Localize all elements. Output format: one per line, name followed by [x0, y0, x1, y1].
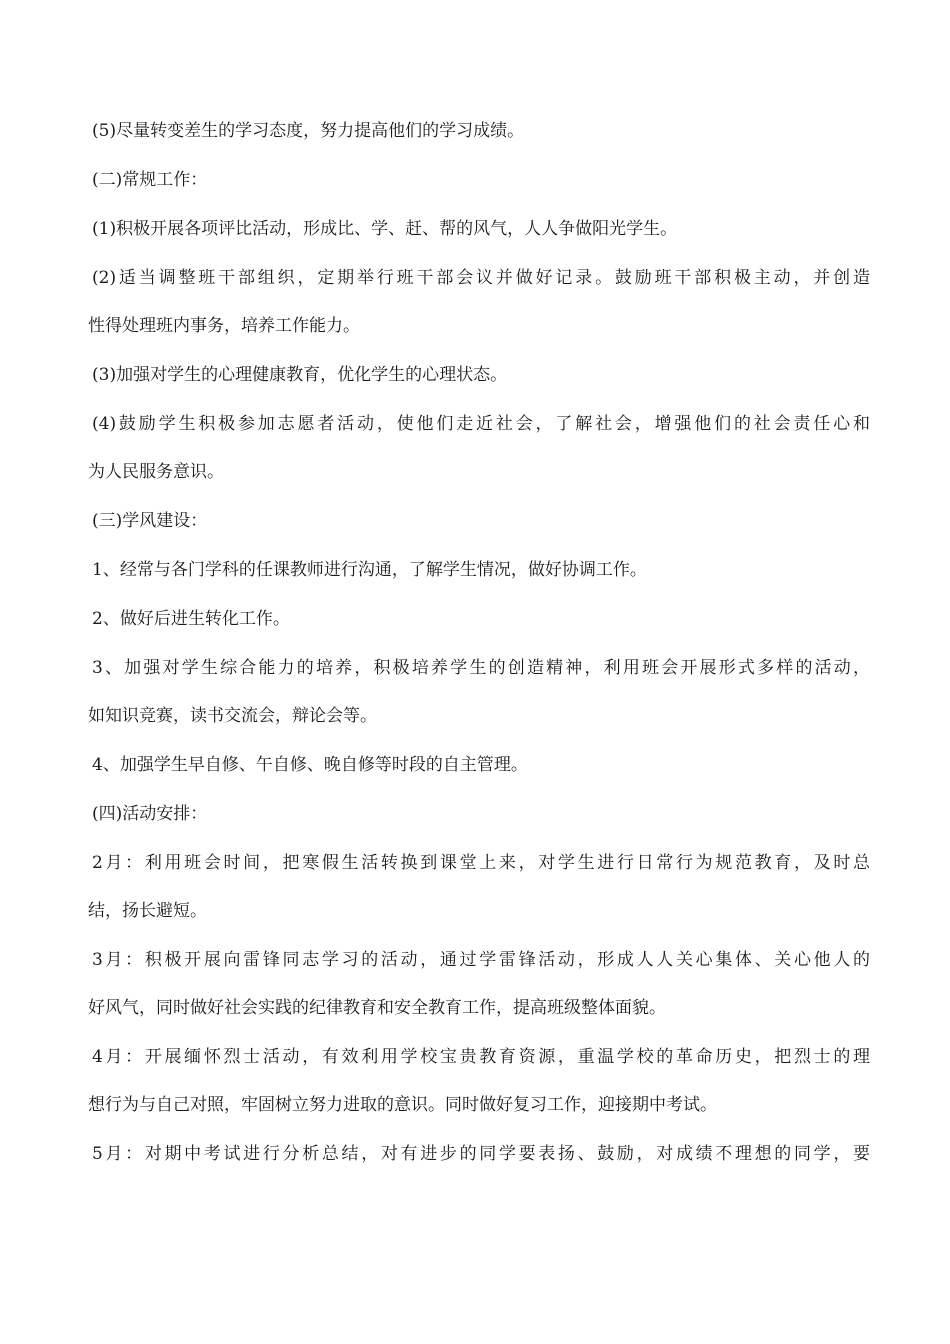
text-line-continuation: 好风气，同时做好社会实践的纪律教育和安全教育工作，提高班级整体面貌。 [88, 998, 666, 1018]
text-line-continuation: 想行为与自己对照，牢固树立努力进取的意识。同时做好复习工作，迎接期中考试。 [88, 1095, 717, 1115]
text-line: 3、加强对学生综合能力的培养，积极培养学生的创造精神，利用班会开展形式多样的活动， [92, 658, 870, 678]
section-heading: (二)常规工作： [92, 170, 208, 190]
text-line: 2月：利用班会时间，把寒假生活转换到课堂上来，对学生进行日常行为规范教育，及时总 [92, 853, 870, 873]
text-line: (4)鼓励学生积极参加志愿者活动，使他们走近社会，了解社会，增强他们的社会责任心和 [92, 414, 870, 434]
text-line: (5)尽量转变差生的学习态度，努力提高他们的学习成绩。 [92, 121, 525, 141]
text-line: 2、做好后进生转化工作。 [92, 609, 290, 629]
text-line: 4月：开展缅怀烈士活动，有效利用学校宝贵教育资源，重温学校的革命历史，把烈士的理 [92, 1047, 870, 1067]
text-line: 5月：对期中考试进行分析总结，对有进步的同学要表扬、鼓励，对成绩不理想的同学，要 [92, 1144, 870, 1164]
text-line: (2)适当调整班干部组织，定期举行班干部会议并做好记录。鼓励班干部积极主动，并创造 [92, 268, 870, 288]
section-heading: (四)活动安排： [92, 804, 208, 824]
text-line: 3月：积极开展向雷锋同志学习的活动，通过学雷锋活动，形成人人关心集体、关心他人的 [92, 950, 870, 970]
text-line-continuation: 为人民服务意识。 [88, 462, 224, 482]
text-line: (3)加强对学生的心理健康教育，优化学生的心理状态。 [92, 365, 508, 385]
text-line-continuation: 性得处理班内事务，培养工作能力。 [88, 316, 360, 336]
text-line: 1、经常与各门学科的任课教师进行沟通，了解学生情况，做好协调工作。 [92, 560, 647, 580]
text-line-continuation: 如知识竞赛，读书交流会，辩论会等。 [88, 706, 377, 726]
text-line: (1)积极开展各项评比活动，形成比、学、赶、帮的风气，人人争做阳光学生。 [92, 219, 678, 239]
text-line: 4、加强学生早自修、午自修、晚自修等时段的自主管理。 [92, 755, 528, 775]
text-line-continuation: 结，扬长避短。 [88, 901, 207, 921]
section-heading: (三)学风建设： [92, 511, 208, 531]
